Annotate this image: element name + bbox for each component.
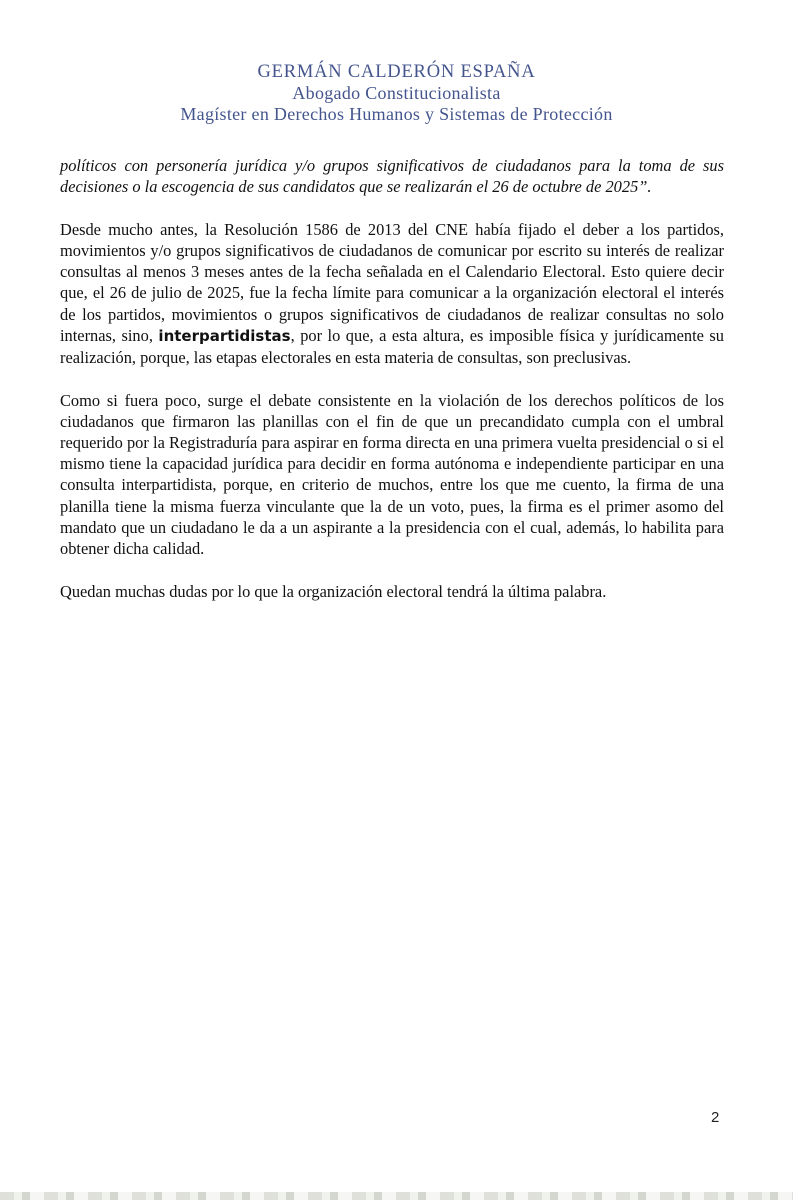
author-credentials: Magíster en Derechos Humanos y Sistemas de Protección <box>180 104 613 124</box>
author-name: GERMÁN CALDERÓN ESPAÑA <box>257 62 536 82</box>
paragraph-quote-continuation: políticos con personería jurídica y/o grupos significativos de ciudadanos para la toma de sus decisiones o la escogencia de sus candidatos que se realizarán el 26 de octubre de 2025”. <box>60 156 724 197</box>
emphasis-interpartidistas: interpartidistas <box>158 326 291 345</box>
page-number: 2 <box>711 1109 720 1126</box>
author-title: Abogado Constitucionalista <box>292 83 501 103</box>
letterhead <box>0 62 793 125</box>
document-body <box>60 155 724 602</box>
paragraph-resolution <box>60 219 724 368</box>
page-bottom-edge <box>0 1192 793 1200</box>
paragraph-conclusion: Quedan muchas dudas por lo que la organización electoral tendrá la última palabra. <box>60 581 607 601</box>
paragraph-resolution-text-start: Desde mucho antes, la Resolución 1586 de 2013 del CNE había fijado el deber a los partidos, movimientos y/o grupos significativos de ciudadanos de comunicar por escrito su interés de realizar consultas al menos 3 meses antes de la fecha señalada en el Calendario Electoral. Esto quiere decir que, el 26 de julio de 2025, fue la fecha límite para comunicar a la organización electoral el interés de los partidos, movimientos o grupos significativos de ciudadanos de realizar consultas no solo internas, sino, <box>60 219 724 345</box>
paragraph-resolution-text-end: , por lo que, a esta altura, es imposible física y jurídicamente su realización, porque, las etapas electorales en esta materia de consultas, son preclusivas. <box>60 325 724 368</box>
paragraph-political-rights: Como si fuera poco, surge el debate consistente en la violación de los derechos políticos de los ciudadanos que firmaron las planillas con el fin de que un precandidato cumpla con el umbral requerido por la Registraduría para aspirar en forma directa en una primera vuelta presidencial o si el mismo tiene la capacidad jurídica para decidir en forma autónoma e independiente participar en una consulta interpartidista, porque, en criterio de muchos, entre los que me cuento, la firma de una planilla tiene la misma fuerza vinculante que la de un voto, pues, la firma es el primer asomo del mandato que un ciudadano le da a un aspirante a la presidencia con el cual, además, lo habilita para obtener dicha calidad. <box>60 390 724 559</box>
